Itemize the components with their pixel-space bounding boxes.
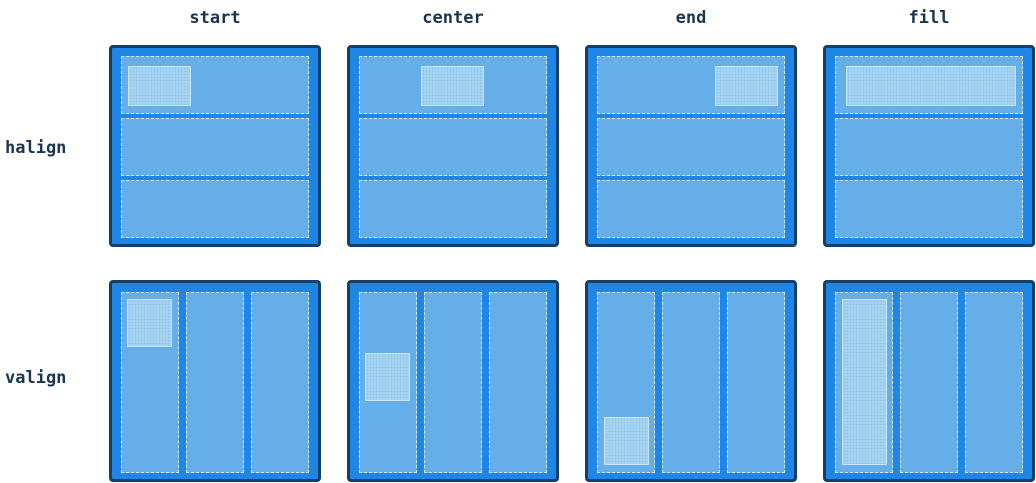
- valign-end-panel: [585, 280, 797, 482]
- aligned-child: [128, 66, 191, 106]
- aligned-child: [604, 417, 649, 465]
- horizontal-cell: [597, 118, 785, 176]
- column-label-fill: fill: [908, 8, 950, 28]
- halign-center-panel: [347, 45, 559, 247]
- horizontal-cell: [121, 180, 309, 238]
- vertical-cell: [121, 292, 179, 473]
- aligned-child: [127, 299, 172, 347]
- aligned-child: [846, 66, 1016, 106]
- horizontal-cell: [359, 56, 547, 114]
- vertical-cell: [359, 292, 417, 473]
- horizontal-cell: [597, 56, 785, 114]
- vertical-cell: [424, 292, 482, 473]
- horizontal-cell: [359, 118, 547, 176]
- horizontal-cell: [359, 180, 547, 238]
- halign-fill-panel: [823, 45, 1035, 247]
- row-label-valign: valign: [5, 368, 67, 388]
- horizontal-cell: [121, 56, 309, 114]
- aligned-child: [421, 66, 484, 106]
- vertical-cell: [835, 292, 893, 473]
- aligned-child: [365, 353, 410, 401]
- halign-end-panel: [585, 45, 797, 247]
- vertical-cell: [251, 292, 309, 473]
- horizontal-cell: [121, 118, 309, 176]
- vertical-cell: [727, 292, 785, 473]
- aligned-child: [715, 66, 778, 106]
- vertical-cell: [965, 292, 1023, 473]
- vertical-cell: [489, 292, 547, 473]
- valign-start-panel: [109, 280, 321, 482]
- horizontal-cell: [597, 180, 785, 238]
- valign-center-panel: [347, 280, 559, 482]
- halign-start-panel: [109, 45, 321, 247]
- valign-fill-panel: [823, 280, 1035, 482]
- column-label-start: start: [189, 8, 241, 28]
- vertical-cell: [186, 292, 244, 473]
- aligned-child: [842, 299, 887, 465]
- horizontal-cell: [835, 180, 1023, 238]
- vertical-cell: [662, 292, 720, 473]
- vertical-cell: [900, 292, 958, 473]
- column-label-center: center: [422, 8, 484, 28]
- vertical-cell: [597, 292, 655, 473]
- column-label-end: end: [675, 8, 707, 28]
- horizontal-cell: [835, 118, 1023, 176]
- horizontal-cell: [835, 56, 1023, 114]
- row-label-halign: halign: [5, 138, 67, 158]
